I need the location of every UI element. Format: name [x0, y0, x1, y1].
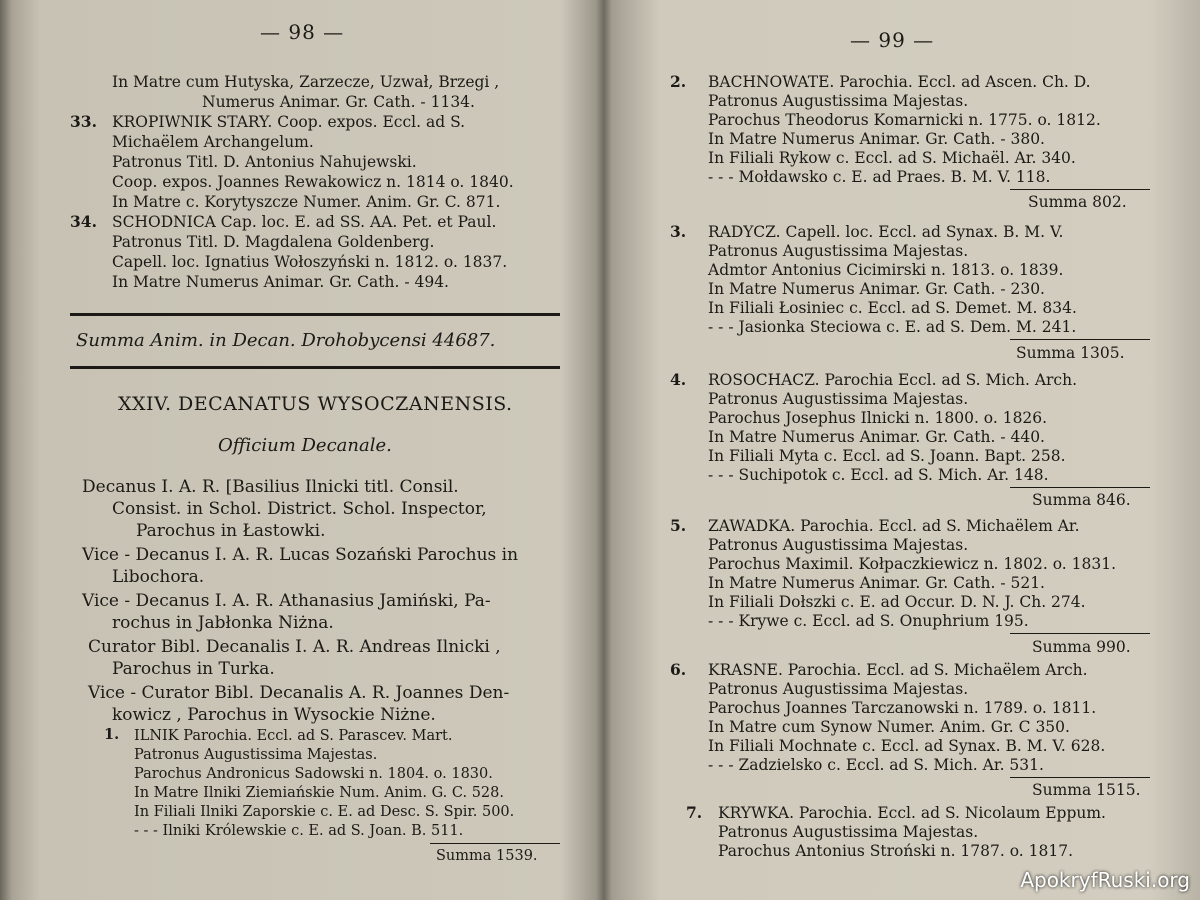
entry-number: 3.	[670, 222, 687, 241]
text-line: Patronus Augustissima Majestas.	[708, 536, 969, 554]
text-line: In Filiali Rykow c. Eccl. ad S. Michaël. Ar. 340.	[708, 149, 1076, 167]
text-line: In Filiali Myta c. Eccl. ad S. Joann. Bapt. 258.	[708, 447, 1066, 465]
entry-number: 7.	[686, 803, 703, 822]
text-line: In Matre c. Korytyszcze Numer. Anim. Gr. C. 871.	[112, 193, 501, 211]
text-line: Consist. in Schol. District. Schol. Inspector,	[112, 499, 487, 519]
summa-total: Summa 846.	[1032, 491, 1131, 509]
text-line: Patronus Titl. D. Antonius Nahujewski.	[112, 153, 417, 171]
text-line: Libochora.	[112, 567, 205, 587]
text-line: Vice - Decanus I. A. R. Athanasius Jamiński, Pa-	[82, 591, 491, 611]
text-line: - - - Krywe c. Eccl. ad S. Onuphrium 195.	[708, 612, 1029, 630]
text-line: In Matre Numerus Animar. Gr. Cath. - 521.	[708, 574, 1045, 592]
entry-number: 1.	[104, 726, 120, 743]
text-line: - - - Jasionka Steciowa c. E. ad S. Dem. M. 241.	[708, 318, 1077, 336]
summa-total: Summa 1515.	[1032, 781, 1141, 799]
entry-number: 4.	[670, 370, 687, 389]
text-line: Curator Bibl. Decanalis I. A. R. Andreas Ilnicki ,	[88, 637, 501, 657]
summa-total: Summa 802.	[1028, 193, 1127, 211]
text-line: Patronus Augustissima Majestas.	[708, 390, 969, 408]
watermark: ApokryfRuski.org	[1020, 868, 1190, 892]
text-line: In Matre cum Synow Numer. Anim. Gr. C 350.	[708, 718, 1070, 736]
entry-number: 6.	[670, 660, 687, 679]
text-line: RADYCZ. Capell. loc. Eccl. ad Synax. B. M. V.	[708, 223, 1064, 241]
summa-total: Summa 990.	[1032, 638, 1131, 656]
page-number-right: — 99 —	[850, 28, 935, 52]
text-line: Vice - Curator Bibl. Decanalis A. R. Joannes Den-	[88, 683, 510, 703]
text-line: BACHNOWATE. Parochia. Eccl. ad Ascen. Ch. D.	[708, 73, 1091, 91]
summa-total: Summa 1539.	[436, 848, 538, 864]
rule	[1010, 777, 1150, 778]
text-line: - - - Ilniki Królewskie c. E. ad S. Joan. B. 511.	[134, 823, 464, 839]
text-line: KROPIWNIK STARY. Coop. expos. Eccl. ad S.	[112, 113, 466, 131]
text-line: In Matre Ilniki Ziemiańskie Num. Anim. G. C. 528.	[134, 785, 504, 801]
text-line: In Matre Numerus Animar. Gr. Cath. - 494.	[112, 273, 449, 291]
text-line: Patronus Augustissima Majestas.	[134, 747, 378, 763]
entry-number: 33.	[70, 112, 97, 131]
text-line: Patronus Augustissima Majestas.	[708, 242, 969, 260]
text-line: In Matre Numerus Animar. Gr. Cath. - 440.	[708, 428, 1045, 446]
text-line: Vice - Decanus I. A. R. Lucas Sozański Parochus in	[82, 545, 519, 565]
text-line: kowicz , Parochus in Wysockie Niżne.	[112, 705, 436, 725]
text-line: Patronus Augustissima Majestas.	[708, 92, 969, 110]
page-number-left: — 98 —	[260, 20, 345, 44]
section-title: XXIV. DECANATUS WYSOCZANENSIS.	[118, 393, 513, 415]
text-line: Parochus Andronicus Sadowski n. 1804. o. 1830.	[134, 766, 493, 782]
left-page	[70, 0, 590, 900]
text-line: Admtor Antonius Cicimirski n. 1813. o. 1839.	[708, 261, 1064, 279]
text-line: In Filiali Ilniki Zaporskie c. E. ad Desc. S. Spir. 500.	[134, 804, 515, 820]
text-line: Decanus I. A. R. [Basilius Ilnicki titl. Consil.	[82, 477, 459, 497]
text-line: KRASNE. Parochia. Eccl. ad S. Michaëlem Arch.	[708, 661, 1088, 679]
text-line: - - - Suchipotok c. Eccl. ad S. Mich. Ar. 148.	[708, 466, 1049, 484]
text-line: Numerus Animar. Gr. Cath. - 1134.	[202, 93, 475, 111]
text-line: ROSOCHACZ. Parochia Eccl. ad S. Mich. Arch.	[708, 371, 1078, 389]
rule	[70, 366, 560, 369]
summa-total: Summa 1305.	[1016, 344, 1125, 362]
right-page	[660, 0, 1160, 900]
text-line: In Matre Numerus Animar. Gr. Cath. - 230.	[708, 280, 1045, 298]
text-line: Parochus Joannes Tarczanowski n. 1789. o. 1811.	[708, 699, 1097, 717]
entry-number: 34.	[70, 212, 97, 231]
text-line: Parochus Antonius Stroński n. 1787. o. 1817.	[718, 842, 1074, 860]
rule	[1010, 339, 1150, 340]
text-line: Parochus in Turka.	[112, 659, 275, 679]
text-line: Coop. expos. Joannes Rewakowicz n. 1814 o. 1840.	[112, 173, 514, 191]
officium-heading: Officium Decanale.	[218, 435, 392, 456]
text-line: SCHODNICA Cap. loc. E. ad SS. AA. Pet. et Paul.	[112, 213, 497, 231]
rule	[1010, 633, 1150, 634]
text-line: KRYWKA. Parochia. Eccl. ad S. Nicolaum Eppum.	[718, 804, 1106, 822]
text-line: ZAWADKA. Parochia. Eccl. ad S. Michaëlem Ar.	[708, 517, 1080, 535]
text-line: Parochus Theodorus Komarnicki n. 1775. o. 1812.	[708, 111, 1101, 129]
entry-number: 2.	[670, 72, 687, 91]
text-line: rochus in Jabłonka Niżna.	[112, 613, 334, 633]
text-line: In Filiali Dołszki c. E. ad Occur. D. N. J. Ch. 274.	[708, 593, 1086, 611]
text-line: Patronus Augustissima Majestas.	[718, 823, 979, 841]
text-line: In Filiali Łosiniec c. Eccl. ad S. Demet. M. 834.	[708, 299, 1077, 317]
rule	[1010, 189, 1150, 190]
entry-number: 5.	[670, 516, 687, 535]
rule	[1010, 487, 1150, 488]
text-line: Parochus Maximil. Kołpaczkiewicz n. 1802. o. 1831.	[708, 555, 1116, 573]
text-line: Patronus Augustissima Majestas.	[708, 680, 969, 698]
text-line: In Matre Numerus Animar. Gr. Cath. - 380.	[708, 130, 1045, 148]
rule	[430, 843, 560, 844]
text-line: - - - Zadzielsko c. Eccl. ad S. Mich. Ar. 531.	[708, 756, 1044, 774]
text-line: ILNIK Parochia. Eccl. ad S. Parascev. Mart.	[134, 728, 453, 744]
text-line: Parochus Josephus Ilnicki n. 1800. o. 1826.	[708, 409, 1048, 427]
rule	[70, 313, 560, 316]
text-line: Capell. loc. Ignatius Wołoszyński n. 1812. o. 1837.	[112, 253, 508, 271]
text-line: In Matre cum Hutyska, Zarzecze, Uzwał, Brzegi ,	[112, 73, 500, 91]
summa-decanatus: Summa Anim. in Decan. Drohobycensi 44687.	[76, 330, 496, 351]
text-line: In Filiali Mochnate c. Eccl. ad Synax. B. M. V. 628.	[708, 737, 1106, 755]
text-line: Patronus Titl. D. Magdalena Goldenberg.	[112, 233, 435, 251]
text-line: - - - Mołdawsko c. E. ad Praes. B. M. V. 118.	[708, 168, 1051, 186]
text-line: Michaëlem Archangelum.	[112, 133, 314, 151]
text-line: Parochus in Łastowki.	[136, 521, 326, 541]
